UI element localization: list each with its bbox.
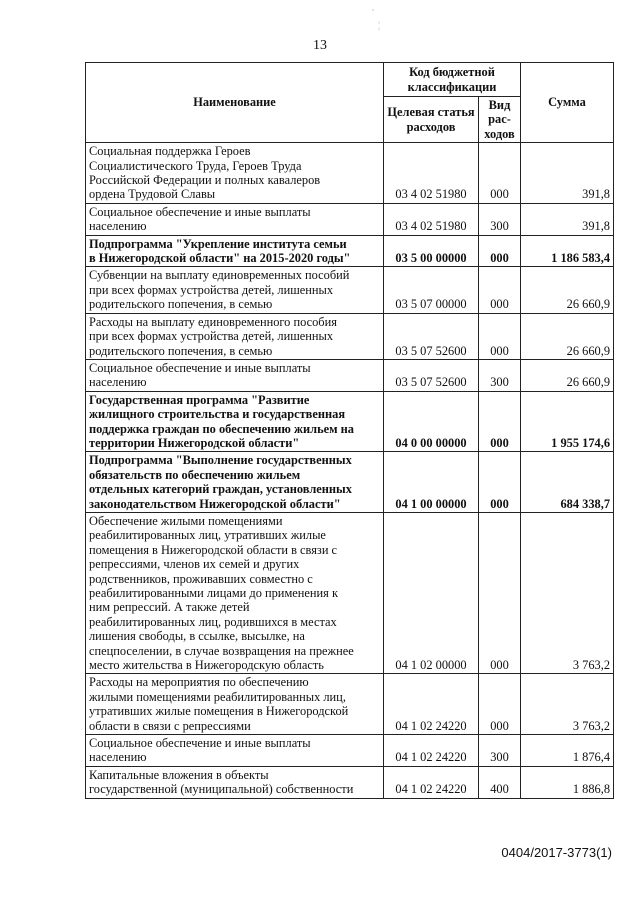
row-amount: 26 660,9 — [521, 267, 614, 313]
row-target-article: 04 1 02 00000 — [384, 512, 479, 673]
scan-mark: ¦ — [378, 20, 381, 31]
row-amount: 1 955 174,6 — [521, 391, 614, 452]
table-row — [86, 391, 614, 452]
budget-table — [85, 62, 614, 799]
table-row — [86, 235, 614, 267]
row-name: Расходы на мероприятия по обеспечению жилыми помещениями реабилитированных лиц, утративших жилые помещения в Нижегородской области в связи с репрессиями — [86, 674, 384, 735]
table-row — [86, 735, 614, 767]
table-row — [86, 452, 614, 513]
row-name: Подпрограмма "Выполнение государственных обязательств по обеспечению жильем отдельных категорий граждан, установленных законодательством Нижегородской области" — [86, 452, 384, 513]
row-target-article: 04 1 02 24220 — [384, 674, 479, 735]
row-name: Социальное обеспечение и иные выплаты населению — [86, 735, 384, 767]
header-budget-code: Код бюджетной классификации — [384, 63, 521, 97]
row-expense-type: 300 — [479, 359, 521, 391]
row-name: Социальное обеспечение и иные выплаты населению — [86, 359, 384, 391]
row-target-article: 04 1 02 24220 — [384, 735, 479, 767]
row-expense-type: 000 — [479, 267, 521, 313]
row-name: Подпрограмма "Укрепление института семьи в Нижегородской области" на 2015-2020 годы" — [86, 235, 384, 267]
row-amount: 391,8 — [521, 143, 614, 204]
row-name: Расходы на выплату единовременного пособия при всех формах устройства детей, лишенных родительского попечения, в семью — [86, 313, 384, 359]
row-expense-type: 000 — [479, 452, 521, 513]
row-expense-type: 000 — [479, 674, 521, 735]
row-amount: 684 338,7 — [521, 452, 614, 513]
row-target-article: 04 0 00 00000 — [384, 391, 479, 452]
table-row — [86, 359, 614, 391]
table-row — [86, 203, 614, 235]
table-row — [86, 674, 614, 735]
row-target-article: 03 4 02 51980 — [384, 203, 479, 235]
row-target-article: 03 4 02 51980 — [384, 143, 479, 204]
row-target-article: 04 1 02 24220 — [384, 766, 479, 798]
row-target-article: 04 1 00 00000 — [384, 452, 479, 513]
table-row — [86, 512, 614, 673]
row-name: Капитальные вложения в объекты государственной (муниципальной) собственности — [86, 766, 384, 798]
row-amount: 3 763,2 — [521, 674, 614, 735]
row-name: Обеспечение жилыми помещениями реабилитированных лиц, утративших жилые помещения в Нижегородской области в связи с репрессиями, членов их семей и других родственников, проживавших совместно с реабилитированными лицами до применения к ним репрессий. А также детей реабилитированных лиц, родившихся в местах лишения свободы, в ссылке, высылке, на спецпоселении, в случае возвращения на прежнее место жительства в Нижегородскую область — [86, 512, 384, 673]
document-code: 0404/2017-3773(1) — [501, 845, 612, 860]
row-amount: 1 186 583,4 — [521, 235, 614, 267]
row-amount: 391,8 — [521, 203, 614, 235]
row-amount: 1 876,4 — [521, 735, 614, 767]
table-row — [86, 313, 614, 359]
header-target-article: Целевая статья расходов — [384, 97, 479, 143]
table-row — [86, 766, 614, 798]
row-target-article: 03 5 00 00000 — [384, 235, 479, 267]
table-row — [86, 267, 614, 313]
row-target-article: 03 5 07 52600 — [384, 359, 479, 391]
scan-mark: ′ — [372, 8, 375, 19]
row-name: Социальная поддержка Героев Социалистического Труда, Героев Труда Российской Федерации и полных кавалеров ордена Трудовой Славы — [86, 143, 384, 204]
row-name: Государственная программа "Развитие жилищного строительства и государственная поддержка граждан по обеспечению жильем на территории Нижегородской области" — [86, 391, 384, 452]
header-expense-type: Вид рас-ходов — [479, 97, 521, 143]
row-expense-type: 000 — [479, 235, 521, 267]
row-target-article: 03 5 07 52600 — [384, 313, 479, 359]
row-expense-type: 300 — [479, 735, 521, 767]
table-body — [86, 143, 614, 798]
row-expense-type: 400 — [479, 766, 521, 798]
row-name: Субвенции на выплату единовременных пособий при всех формах устройства детей, лишенных родительского попечения, в семью — [86, 267, 384, 313]
header-amount: Сумма — [521, 63, 614, 143]
header-name: Наименование — [86, 63, 384, 143]
row-expense-type: 000 — [479, 512, 521, 673]
page-number: 13 — [313, 38, 327, 53]
row-expense-type: 000 — [479, 313, 521, 359]
row-amount: 1 886,8 — [521, 766, 614, 798]
row-amount: 3 763,2 — [521, 512, 614, 673]
row-expense-type: 000 — [479, 391, 521, 452]
row-expense-type: 000 — [479, 143, 521, 204]
row-amount: 26 660,9 — [521, 359, 614, 391]
row-amount: 26 660,9 — [521, 313, 614, 359]
row-expense-type: 300 — [479, 203, 521, 235]
row-target-article: 03 5 07 00000 — [384, 267, 479, 313]
row-name: Социальное обеспечение и иные выплаты населению — [86, 203, 384, 235]
table-row — [86, 143, 614, 204]
